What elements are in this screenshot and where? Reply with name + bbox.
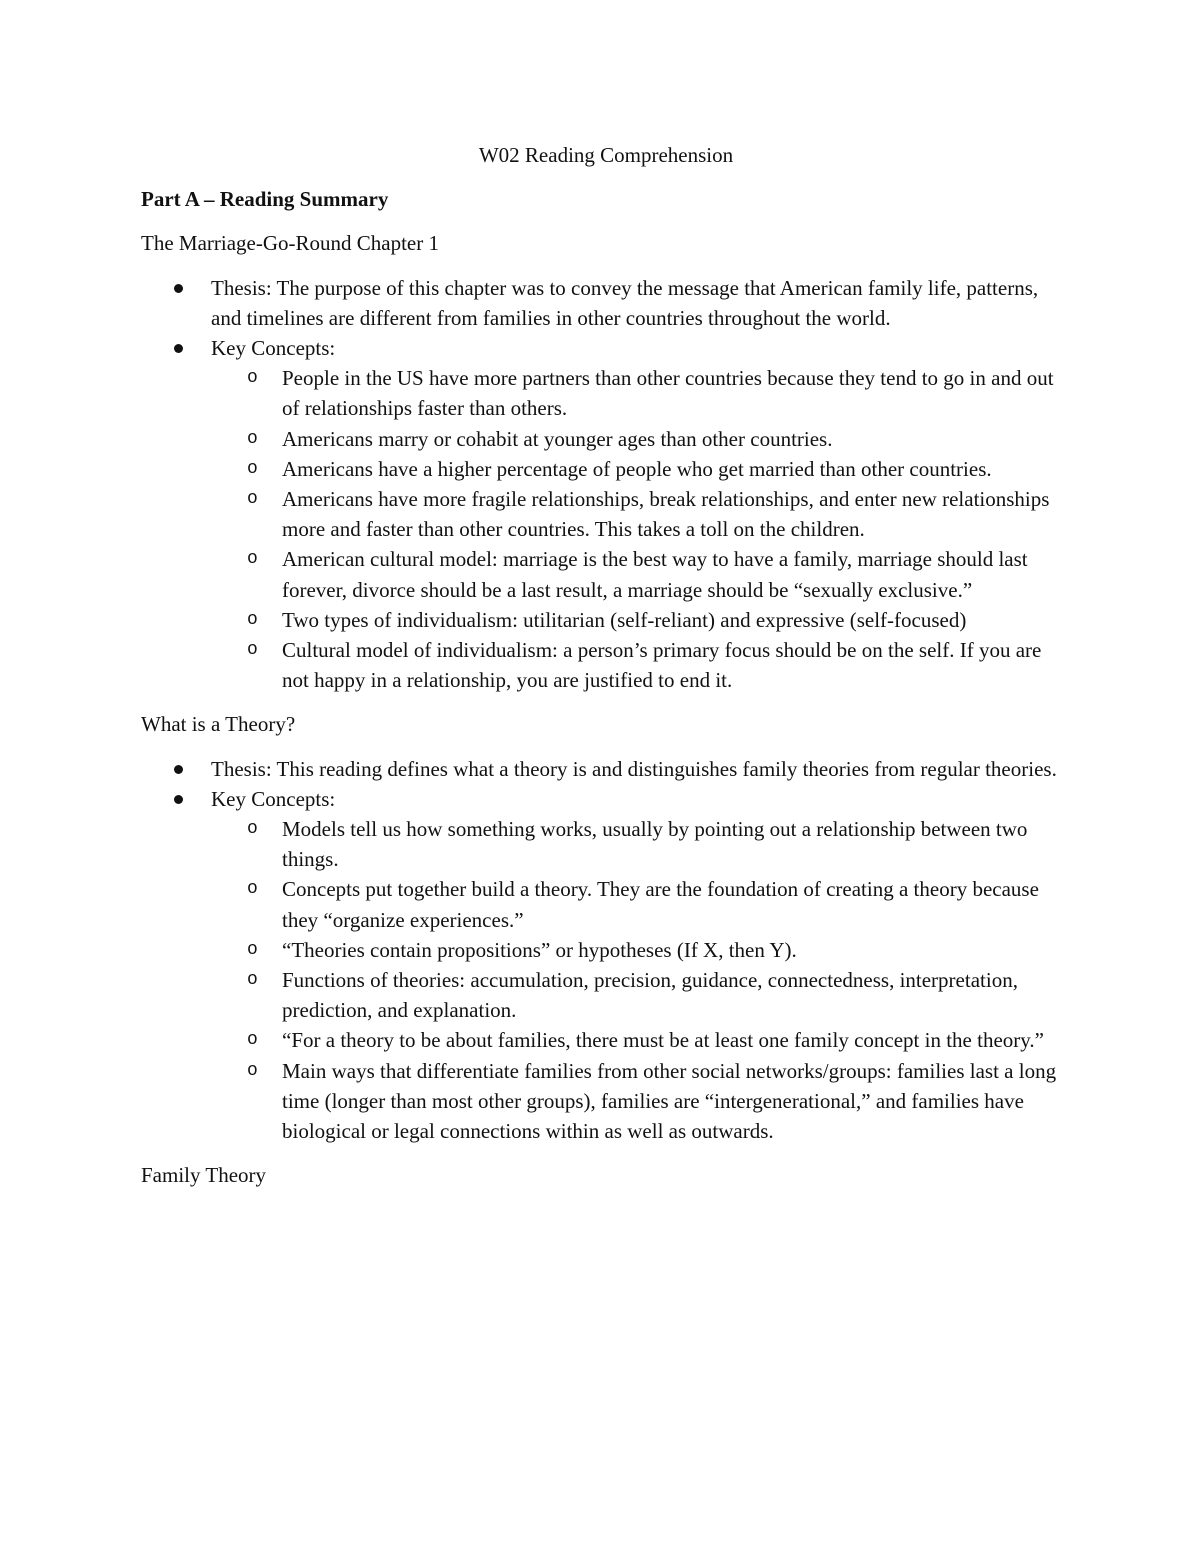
bullet-icon xyxy=(174,284,183,293)
section-title: The Marriage-Go-Round Chapter 1 xyxy=(141,231,439,256)
concept-item xyxy=(141,424,1071,454)
concept-item xyxy=(141,484,1071,544)
thesis-item xyxy=(141,754,1071,784)
thesis-text: Thesis: The purpose of this chapter was to convey the message that American family life, patterns, and timelines are different from families in other countries throughout the world. xyxy=(211,275,1039,330)
concept-list xyxy=(141,363,1071,695)
circle-bullet-icon: o xyxy=(247,819,258,840)
circle-bullet-icon: o xyxy=(247,879,258,900)
part-heading: Part A – Reading Summary xyxy=(141,187,389,212)
concept-text: Americans have more fragile relationships, break relationships, and enter new relationships more and faster than other countries. This takes a toll on the children. xyxy=(282,487,1050,542)
concept-text: People in the US have more partners than other countries because they tend to go in and out of relationships faster than others. xyxy=(282,366,1054,421)
concept-item xyxy=(141,1056,1071,1147)
concept-item xyxy=(141,363,1071,423)
circle-bullet-icon: o xyxy=(247,368,258,389)
concept-item xyxy=(141,454,1071,484)
circle-bullet-icon: o xyxy=(247,489,258,510)
key-concepts-item xyxy=(141,784,1071,1146)
concept-item xyxy=(141,814,1071,874)
thesis-item xyxy=(141,273,1071,333)
section-bullet-list xyxy=(141,273,1071,696)
circle-bullet-icon: o xyxy=(247,458,258,479)
concept-item xyxy=(141,1025,1071,1055)
section-title: Family Theory xyxy=(141,1163,267,1188)
concept-text: Functions of theories: accumulation, precision, guidance, connectedness, interpretation, prediction, and explanation. xyxy=(282,968,1018,1023)
concept-text: “For a theory to be about families, there must be at least one family concept in the theory.” xyxy=(282,1028,1044,1053)
circle-bullet-icon: o xyxy=(247,970,258,991)
circle-bullet-icon: o xyxy=(247,549,258,570)
concept-text: Models tell us how something works, usually by pointing out a relationship between two things. xyxy=(282,817,1028,872)
concept-text: Concepts put together build a theory. They are the foundation of creating a theory because they “organize experiences.” xyxy=(282,877,1039,932)
circle-bullet-icon: o xyxy=(247,640,258,661)
concept-text: Main ways that differentiate families from other social networks/groups: families last a long time (longer than most other groups), families are “intergenerational,” and families have biological or legal connections within as well as outwards. xyxy=(282,1058,1057,1144)
circle-bullet-icon: o xyxy=(247,1060,258,1081)
concept-text: American cultural model: marriage is the best way to have a family, marriage should last forever, divorce should be a last result, a marriage should be “sexually exclusive.” xyxy=(282,547,1028,602)
key-concepts-label: Key Concepts: xyxy=(211,336,336,361)
circle-bullet-icon: o xyxy=(247,1030,258,1051)
document-title: W02 Reading Comprehension xyxy=(478,143,734,167)
key-concepts-label: Key Concepts: xyxy=(211,786,336,811)
concept-text: Two types of individualism: utilitarian (self-reliant) and expressive (self-focused) xyxy=(282,607,967,632)
concept-text: Americans marry or cohabit at younger ages than other countries. xyxy=(282,426,833,451)
concept-text: “Theories contain propositions” or hypotheses (If X, then Y). xyxy=(282,937,797,962)
section-title: What is a Theory? xyxy=(141,712,296,737)
section-bullet-list xyxy=(141,754,1071,1147)
concept-item xyxy=(141,874,1071,934)
concept-text: Americans have a higher percentage of people who get married than other countries. xyxy=(282,456,992,481)
circle-bullet-icon: o xyxy=(247,428,258,449)
concept-item xyxy=(141,544,1071,604)
concept-item xyxy=(141,635,1071,695)
concept-item xyxy=(141,965,1071,1025)
key-concepts-item xyxy=(141,333,1071,695)
bullet-icon xyxy=(174,765,183,774)
concept-item xyxy=(141,935,1071,965)
thesis-text: Thesis: This reading defines what a theory is and distinguishes family theories from regular theories. xyxy=(211,756,1057,781)
document-body xyxy=(141,140,1071,1205)
circle-bullet-icon: o xyxy=(247,939,258,960)
concept-item xyxy=(141,605,1071,635)
bullet-icon xyxy=(174,344,183,353)
bullet-icon xyxy=(174,795,183,804)
concept-list xyxy=(141,814,1071,1146)
concept-text: Cultural model of individualism: a person’s primary focus should be on the self. If you are not happy in a relationship, you are justified to end it. xyxy=(282,638,1042,693)
circle-bullet-icon: o xyxy=(247,609,258,630)
